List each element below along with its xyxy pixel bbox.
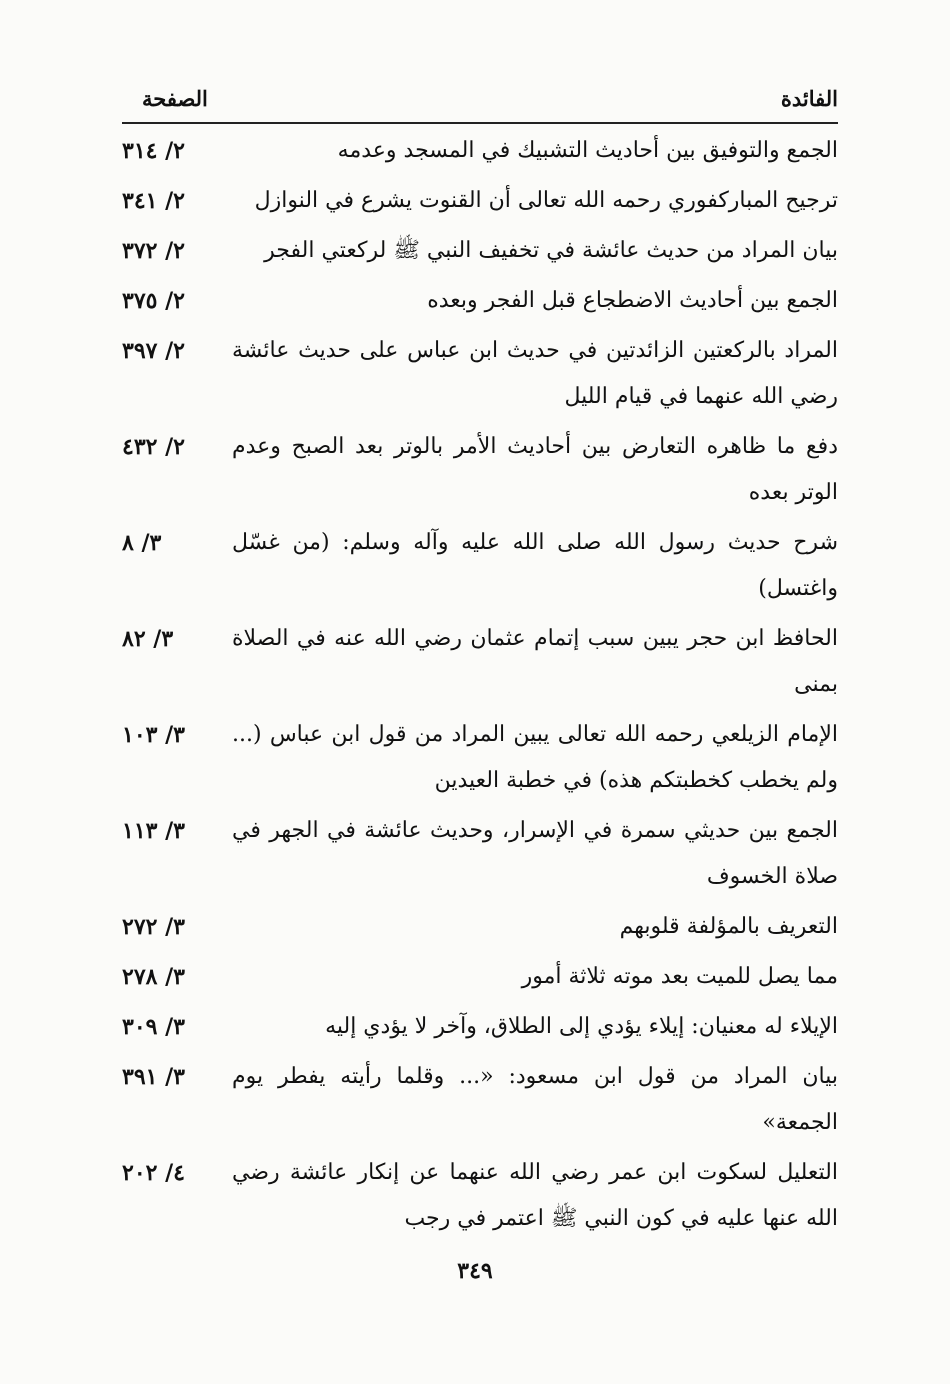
entry-page-ref: ٣/ ٣٠٩: [122, 1014, 185, 1040]
index-entry: [122, 1150, 838, 1242]
index-entry: [122, 128, 838, 174]
entry-topic: شرح حديث رسول الله صلى الله عليه وآله وسلم: (من غسّل واغتسل): [232, 530, 838, 601]
entry-page-ref: ٣/ ١٠٣: [122, 722, 185, 748]
entry-topic: دفع ما ظاهره التعارض بين أحاديث الأمر بالوتر بعد الصبح وعدم الوتر بعده: [232, 434, 838, 505]
entry-topic: ترجيح المباركفوري رحمه الله تعالى أن القنوت يشرع في النوازل: [254, 188, 838, 213]
entry-page-ref: ٣/ ٢٧٨: [122, 964, 185, 990]
entry-page-ref: ٢/ ٣١٤: [122, 138, 185, 164]
index-entry: [122, 712, 838, 804]
index-entry: [122, 328, 838, 420]
entry-page-ref: ٢/ ٤٣٢: [122, 434, 185, 460]
entry-topic: الإمام الزيلعي رحمه الله تعالى يبين المراد من قول ابن عباس (... ولم يخطب كخطبتكم هذه) في خطبة العيدين: [232, 722, 838, 793]
index-entry: [122, 1054, 838, 1146]
index-entry: [122, 954, 838, 1000]
entry-topic: التعليل لسكوت ابن عمر رضي الله عنهما عن إنكار عائشة رضي الله عنها عليه في كون النبي ﷺ اعتمر في رجب: [232, 1160, 838, 1231]
topic-column-header: الفائدة: [780, 86, 838, 111]
index-entry: [122, 1004, 838, 1050]
table-header: [122, 82, 838, 122]
index-entry: [122, 178, 838, 224]
index-entry: [122, 424, 838, 516]
index-entry: [122, 278, 838, 324]
index-entry: [122, 808, 838, 900]
page-column-header: الصفحة: [142, 86, 208, 111]
entry-page-ref: ٣/ ٨٢: [122, 626, 174, 652]
entry-page-ref: ٤/ ٢٠٢: [122, 1160, 185, 1186]
entry-page-ref: ٢/ ٣٧٥: [122, 288, 185, 314]
entry-topic: مما يصل للميت بعد موته ثلاثة أمور: [521, 964, 838, 989]
entry-topic: بيان المراد من حديث عائشة في تخفيف النبي ﷺ لركعتي الفجر: [264, 238, 838, 263]
entry-page-ref: ٣/ ١١٣: [122, 818, 185, 844]
entry-page-ref: ٣/ ٨: [122, 530, 162, 556]
index-entry: [122, 904, 838, 950]
index-entry: [122, 520, 838, 612]
header-divider: [122, 122, 838, 124]
entry-topic: التعريف بالمؤلفة قلوبهم: [619, 914, 838, 939]
entry-topic: الإيلاء له معنيان: إيلاء يؤدي إلى الطلاق، وآخر لا يؤدي إليه: [325, 1014, 838, 1039]
entry-topic: المراد بالركعتين الزائدتين في حديث ابن عباس على حديث عائشة رضي الله عنهما في قيام الليل: [232, 338, 838, 409]
entry-topic: بيان المراد من قول ابن مسعود: «... وقلما رأيته يفطر يوم الجمعة»: [232, 1064, 838, 1135]
entry-topic: الجمع والتوفيق بين أحاديث التشبيك في المسجد وعدمه: [337, 138, 838, 163]
entry-page-ref: ٣/ ٢٧٢: [122, 914, 185, 940]
entry-topic: الجمع بين أحاديث الاضطجاع قبل الفجر وبعده: [427, 288, 838, 313]
entry-page-ref: ٣/ ٣٩١: [122, 1064, 185, 1090]
index-entry: [122, 228, 838, 274]
index-entry: [122, 616, 838, 708]
index-entries: [122, 128, 838, 1246]
entry-page-ref: ٢/ ٣٩٧: [122, 338, 185, 364]
entry-page-ref: ٢/ ٣٤١: [122, 188, 185, 214]
entry-page-ref: ٢/ ٣٧٢: [122, 238, 185, 264]
page-number: ٣٤٩: [457, 1258, 493, 1284]
entry-topic: الحافظ ابن حجر يبين سبب إتمام عثمان رضي الله عنه في الصلاة بمنى: [232, 626, 838, 697]
entry-topic: الجمع بين حديثي سمرة في الإسرار، وحديث عائشة في الجهر في صلاة الخسوف: [232, 818, 838, 889]
